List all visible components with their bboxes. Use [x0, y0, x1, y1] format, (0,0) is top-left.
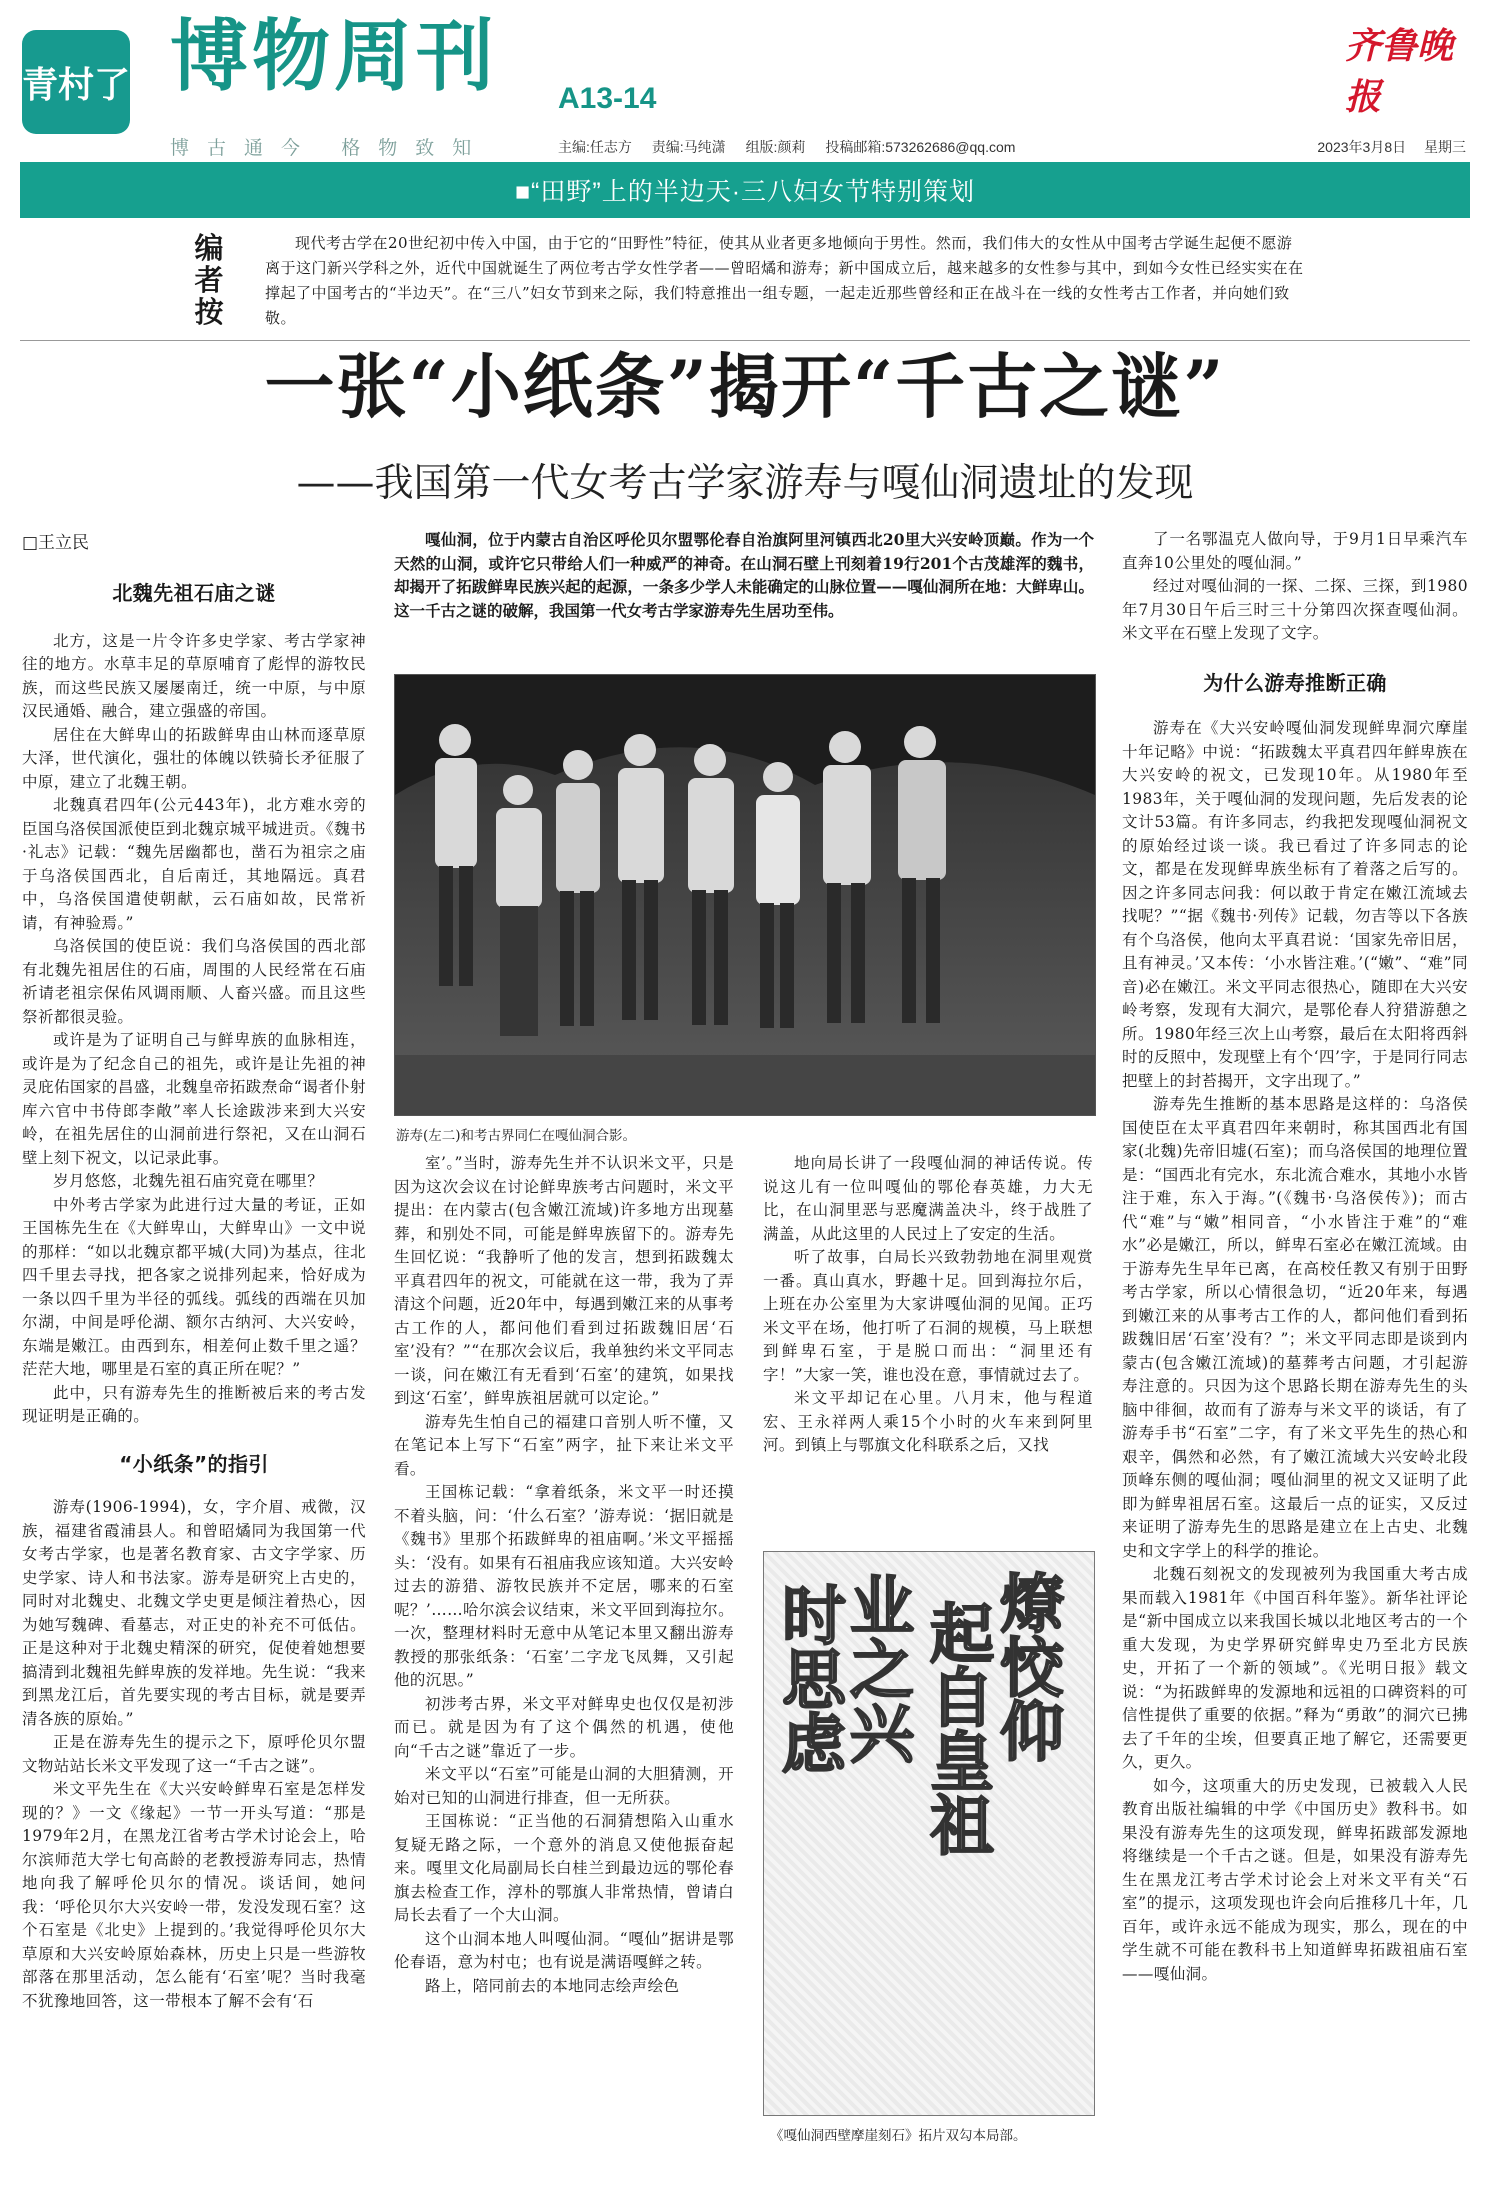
column-4-body-a	[1122, 528, 1468, 646]
stone-inscription-rubbing	[763, 1551, 1095, 2116]
credit-chief-editor: 主编:任志方	[558, 139, 632, 155]
paragraph: 游寿先生推断的基本思路是这样的：乌洛侯国使臣在太平真君四年来朝时，称其国西北有国家(北魏)先帝旧墟(石室)；而乌洛侯国的地理位置是：“国西北有完水，东北流合难水，其地小水皆注于难，东入于海。”(《魏书·乌洛侯传》)；而古代“难”与“嫩”相同音，“小水皆注于难”的“难水”必是嫩江，所以，鲜卑石室必在嫩江流域。由于游寿先生早年已离，在高校任教又有别于田野考古学家，所以心情很急切，“近20年来，每遇到嫩江来的从事考古工作的人，都问他们看到拓跋魏旧居‘石室’没有？”；米文平同志即是谈到内蒙古(包含嫩江流域)的墓葬考古问题，才引起游寿注意的。只因为这个思路长期在游寿先生的头脑中徘徊，故而有了游寿与米文平的谈话，有了游寿手书“石室”二字，有了米文平先生的热心和艰辛，偶然和必然，有了嫩江流域大兴安岭北段顶峰东侧的嘎仙洞；嘎仙洞里的祝文又证明了此即为鲜卑祖居石室。这最后一点的证实，又反过来证明了游寿先生的思路是建立在上古史、北魏史和文字学上的科学的推论。	[1122, 1095, 1468, 1560]
newspaper-name: 齐鲁晚报	[1345, 25, 1454, 118]
photo-caption: 游寿(左二)和考古界同仁在嘎仙洞合影。	[396, 1128, 637, 1144]
weekday: 星期三	[1424, 139, 1466, 155]
column-1-body-b	[22, 1496, 366, 2013]
rubbing-col-2: 起自皇祖	[919, 1600, 994, 1856]
group-photo-illustration	[395, 675, 1095, 1115]
group-photo	[394, 674, 1096, 1116]
rubbing-col-4: 时思虑	[771, 1582, 846, 1774]
subheadline: ——我国第一代女考古学家游寿与嘎仙洞遗址的发现	[296, 461, 1194, 506]
headline: 一张“小纸条”揭开“千古之谜”	[264, 345, 1226, 428]
byline: □王立民	[22, 533, 90, 553]
paragraph: 室’。”当时，游寿先生并不认识米文平，只是因为这次会议在讨论鲜卑族考古问题时，米文平提出：在内蒙古(包含嫩江流域)许多地方出现墓葬，和别处不同，可能是鲜卑族留下的。游寿先生回忆说：“我静听了他的发言，想到拓跋魏太平真君四年的祝文，可能就在这一带，我为了弄清这个问题，近20年中，每遇到嫩江来的从事考古工作的人，都问他们看到过拓跋魏旧居‘石室’没有？”“在那次会议后，我单独约米文平同志一谈，问在嫩江有无看到‘石室’的建筑，如果找到这‘石室’，鲜卑族祖居就可以定论。”	[394, 1154, 734, 1407]
divider	[20, 340, 1470, 341]
credit-email[interactable]: 投稿邮箱:573262686@qq.com	[825, 139, 1016, 155]
rubbing-col-1: 燎恔仰	[989, 1570, 1064, 1762]
paragraph: 经过对嘎仙洞的一探、二探、三探，到1980年7月30日午后三时三十分第四次探查嘎仙洞。米文平在石壁上发现了文字。	[1122, 577, 1468, 642]
paragraph: 乌洛侯国的使臣说：我们乌洛侯国的西北部有北魏先祖居住的石庙，周围的人民经常在石庙祈请老祖宗保佑风调雨顺、人畜兴盛。而且这些祭祈都很灵验。	[22, 937, 366, 1026]
section-heading: “小纸条”的指引	[119, 1451, 269, 1476]
credits	[558, 137, 1031, 157]
paragraph: 北魏真君四年(公元443年)，北方难水旁的臣国乌洛侯国派使臣到北魏京城平城进贡。《魏书·礼志》记载：“魏先居幽都也，凿石为祖宗之庙于乌洛侯国西北，自后南迁，其地隔远。真君中，乌洛侯国遣使朝献，云石庙如故，民常祈请，有神验焉。”	[22, 796, 366, 932]
column-4	[1122, 528, 1468, 1986]
column-2	[394, 1152, 734, 1998]
paragraph: 中外考古学家为此进行过大量的考证，正如王国栋先生在《大鲜卑山，大鲜卑山》一文中说的那样：“如以北魏京都平城(大同)为基点，往北四千里去寻找，把各家之说排列起来，恰好成为一条以四千里为半径的弧线。弧线的西端在贝加尔湖，中间是呼伦湖、额尔古纳河、大兴安岭，东端是嫩江。由西到东，相差何止数千里之遥？茫茫大地，哪里是石室的真正所在呢？”	[22, 1195, 366, 1378]
paragraph: 此中，只有游寿先生的推断被后来的考古发现证明是正确的。	[22, 1383, 366, 1425]
lead-paragraph: 嘎仙洞，位于内蒙古自治区呼伦贝尔盟鄂伦春自治旗阿里河镇西北20里大兴安岭顶巅。作为一个天然的山洞，或许它只带给人们一种威严的神奇。在山洞石壁上刊刻着19行201个古茂雄浑的魏书，却揭开了拓跋鲜卑民族兴起的起源，一条多少学人未能确定的山脉位置——嘎仙洞所在地：大鲜卑山。这一千古之谜的破解，我国第一代女考古学家游寿先生居功至伟。	[394, 530, 1094, 620]
editor-note-label: 编者按	[194, 231, 224, 329]
paragraph: 了一名鄂温克人做向导，于9月1日早乘汽车直奔10公里处的嘎仙洞。”	[1122, 530, 1468, 572]
motto: 博古通今 格物致知	[170, 138, 490, 159]
paragraph: 游寿先生怕自己的福建口音别人听不懂，又在笔记本上写下“石室”两字，扯下来让米文平看。	[394, 1412, 734, 1478]
paragraph: 北魏石刻祝文的发现被列为我国重大考古成果而载入1981年《中国百科年鉴》。新华社评论是“新中国成立以来我国长城以北地区考古的一个重大发现，为史学界研究鲜卑史乃至北方民族史，开拓了一个新的领域”。《光明日报》载文说：“为拓跋鲜卑的发源地和远祖的口碑资料的可信性提供了重要的依据。”释为“勇敢”的洞穴已拂去了千年的尘埃，但要真正地了解它，还需要更久，更久。	[1122, 1565, 1468, 1771]
paragraph: 王国栋说：“正当他的石洞猜想陷入山重水复疑无路之际，一个意外的消息又使他振奋起来。嘎里文化局副局长白桂兰到最边远的鄂伦春旗去检查工作，淳朴的鄂旗人非常热情，曾请白局长去看了一个大山洞。	[394, 1812, 734, 1924]
paragraph: 米文平却记在心里。八月末，他与程道宏、王永祥两人乘15个小时的火车来到阿里河。到镇上与鄂旗文化科联系之后，又找	[763, 1389, 1093, 1454]
paragraph: 或许是为了证明自己与鲜卑族的血脉相连，或许是为了纪念自己的祖先，或许是让先祖的神灵庇佑国家的昌盛，北魏皇帝拓跋焘命“谒者仆射库六官中书侍郎李敞”率人长途跋涉来到大兴安岭，在祖先居住的山洞前进行祭祀，又在山洞石壁上刻下祝文，以记录此事。	[22, 1031, 366, 1167]
feature-banner: ■“田野”上的半边天·三八妇女节特别策划	[20, 162, 1470, 218]
paragraph: 如今，这项重大的历史发现，已被载入人民教育出版社编辑的中学《中国历史》教科书。如果没有游寿先生的这项发现，鲜卑拓跋部发源地将继续是一个千古之谜。但是，如果没有游寿先生在黑龙江考古学术讨论会上对米文平有关“石室”的提示，这项发现也许会向后推移几十年，几百年，或许永远不能成为现实，那么，现在的中学生就不可能在教科书上知道鲜卑拓跋祖庙石室——嘎仙洞。	[1122, 1776, 1468, 1983]
paragraph: 游寿(1906-1994)，女，字介眉、戒微，汉族，福建省霞浦县人。和曾昭燏同为我国第一代女考古学家，也是著名教育家、古文字学家、历史学家、诗人和书法家。游寿是研究上古史的，同时对北魏史、北魏文学史更是倾注着热心，因为她写魏碑、看墓志，对正史的补充不可低估。正是这种对于北魏史精深的研究，促使着她想要搞清到北魏祖先鲜卑族的发祥地。先生说：“我来到黑龙江后，首先要实现的考古目标，就是要弄清各族的原始。”	[22, 1498, 366, 1728]
paragraph: 岁月悠悠，北魏先祖石庙究竟在哪里？	[53, 1172, 324, 1190]
column-1-body-a	[22, 630, 366, 1429]
paragraph: 游寿在《大兴安岭嘎仙洞发现鲜卑洞穴摩崖十年记略》中说：“拓跋魏太平真君四年鲜卑族在大兴安岭的祝文，已发现10年。从1980年至1983年，关于嘎仙洞的发现问题，先后发表的论文计53篇。有许多同志，约我把发现嘎仙洞祝文的原始经过谈一谈。我已看过了许多同志的论文，都是在发现鲜卑族坐标有了着落之后写的。因之许多同志问我：何以敢于肯定在嫩江流域去找呢？”“据《魏书·列传》记载，勿吉等以下各族有个乌洛侯，他向太平真君说：‘国家先帝旧居，且有神灵。’又本传：‘小水皆注难。’(“嫩”、“难”同音)必在嫩江。米文平同志很热心，随即在大兴安岭考察，发现有大洞穴，是鄂伦春人狩猎游憩之所。1980年经三次上山考察，最后在太阳将西斜时的反照中，发现壁上有个‘四’字，于是同行同志把壁上的封苔揭开，文字出现了。”	[1122, 719, 1468, 1090]
paragraph: 正是在游寿先生的提示之下，原呼伦贝尔盟文物站站长米文平发现了这一“千古之谜”。	[22, 1733, 366, 1775]
paragraph: 路上，陪同前去的本地同志绘声绘色	[425, 1976, 680, 1995]
date: 2023年3月8日	[1317, 139, 1407, 155]
paragraph: 这个山洞本地人叫嘎仙洞。“嘎仙”据讲是鄂伦春语，意为村屯；也有说是满语嘎鲜之转。	[394, 1929, 734, 1971]
paragraph: 北方，这是一片令许多史学家、考古学家神往的地方。水草丰足的草原哺育了彪悍的游牧民族，而这些民族又屡屡南迁，统一中原，与中原汉民通婚、融合，建立强盛的帝国。	[22, 631, 366, 720]
column-1	[22, 556, 366, 2013]
rubbing-caption: 《嘎仙洞西壁摩崖刻石》拓片双勾本局部。	[770, 2128, 1027, 2144]
paragraph: 地向局长讲了一段嘎仙洞的神话传说。传说这儿有一位叫嘎仙的鄂伦春英雄，力大无比，在山洞里恶与恶魔满盖决斗，终于战胜了满盖，从此这里的人民过上了安定的生活。	[763, 1154, 1093, 1243]
page-numbers: A13-14	[558, 82, 657, 115]
paragraph: 听了故事，白局长兴致勃勃地在洞里观赏一番。真山真水，野趣十足。回到海拉尔后，上班在办公室里为大家讲嘎仙洞的见闻。正巧米文平在场，他打听了石洞的规模，马上联想到鲜卑石室，于是脱口而出：“洞里还有字！”大家一笑，谁也没在意，事情就过去了。	[763, 1248, 1093, 1384]
paragraph: 王国栋记载：“拿着纸条，米文平一时还摸不着头脑，问：‘什么石室？’游寿说：‘据旧就是《魏书》里那个拓跋鲜卑的祖庙啊。’米文平摇摇头：‘没有。如果有石祖庙我应该知道。大兴安岭过去的游猎、游牧民族并不定居，哪来的石室呢？’……哈尔滨会议结束，米文平回到海拉尔。一次，整理材料时无意中从笔记本里又翻出游寿教授的那张纸条：‘石室’二字龙飞凤舞，又引起他的沉思。”	[394, 1483, 734, 1689]
section-title: 博物周刊	[170, 11, 499, 102]
credit-editor: 责编:马纯潇	[651, 139, 726, 155]
paragraph: 初涉考古界，米文平对鲜卑史也仅仅是初涉而已。就是因为有了这个偶然的机遇，使他向“千古之谜”靠近了一步。	[394, 1694, 734, 1760]
section-heading: 北魏先祖石庙之谜	[112, 581, 276, 605]
paragraph: 居住在大鲜卑山的拓跋鲜卑由山林而逐草原大泽，世代演化，强壮的体魄以铁骑长矛征服了中原，建立了北魏王朝。	[22, 725, 366, 791]
section-heading: 为什么游寿推断正确	[1203, 670, 1387, 695]
credit-layout: 组版:颜莉	[745, 139, 806, 155]
paragraph: 米文平以“石室”可能是山洞的大胆猜测，开始对已知的山洞进行排查，但一无所获。	[394, 1765, 734, 1807]
paragraph: 米文平先生在《大兴安岭鲜卑石室是怎样发现的？》一文《缘起》一节一开头写道：“那是1979年2月，在黑龙江省考古学术讨论会上，哈尔滨师范大学七旬高龄的老教授游寿同志，热情地向我了解呼伦贝尔的情况。谈话间，她问我：‘呼伦贝尔大兴安岭一带，发没发现石室？这个石室是《北史》上提到的。’我觉得呼伦贝尔大草原和大兴安岭原始森林，历史上只是一些游牧部落在那里活动，怎么能有‘石室’呢？当时我毫不犹豫地回答，这一带根本了解不会有‘石	[22, 1780, 366, 2010]
editor-note-text: 现代考古学在20世纪初中传入中国，由于它的“田野性”特征，使其从业者更多地倾向于男性。然而，我们伟大的女性从中国考古学诞生起便不愿游离于这门新兴学科之外，近代中国就诞生了两位考古学女性学者——曾昭燏和游寿；新中国成立后，越来越多的女性参与其中，到如今女性已经实实在在撑起了中国考古的“半边天”。在“三八”妇女节到来之际，我们特意推出一组专题，一起走近那些曾经和正在战斗在一线的女性考古工作者，并向她们致敬。	[265, 234, 1304, 327]
masthead	[0, 0, 1488, 160]
rubbing-col-3: 业之兴	[839, 1572, 914, 1764]
dateline	[1303, 137, 1466, 157]
column-4-body-b	[1122, 717, 1468, 1986]
logo: 青村了	[22, 30, 130, 134]
column-3	[763, 1152, 1093, 1458]
